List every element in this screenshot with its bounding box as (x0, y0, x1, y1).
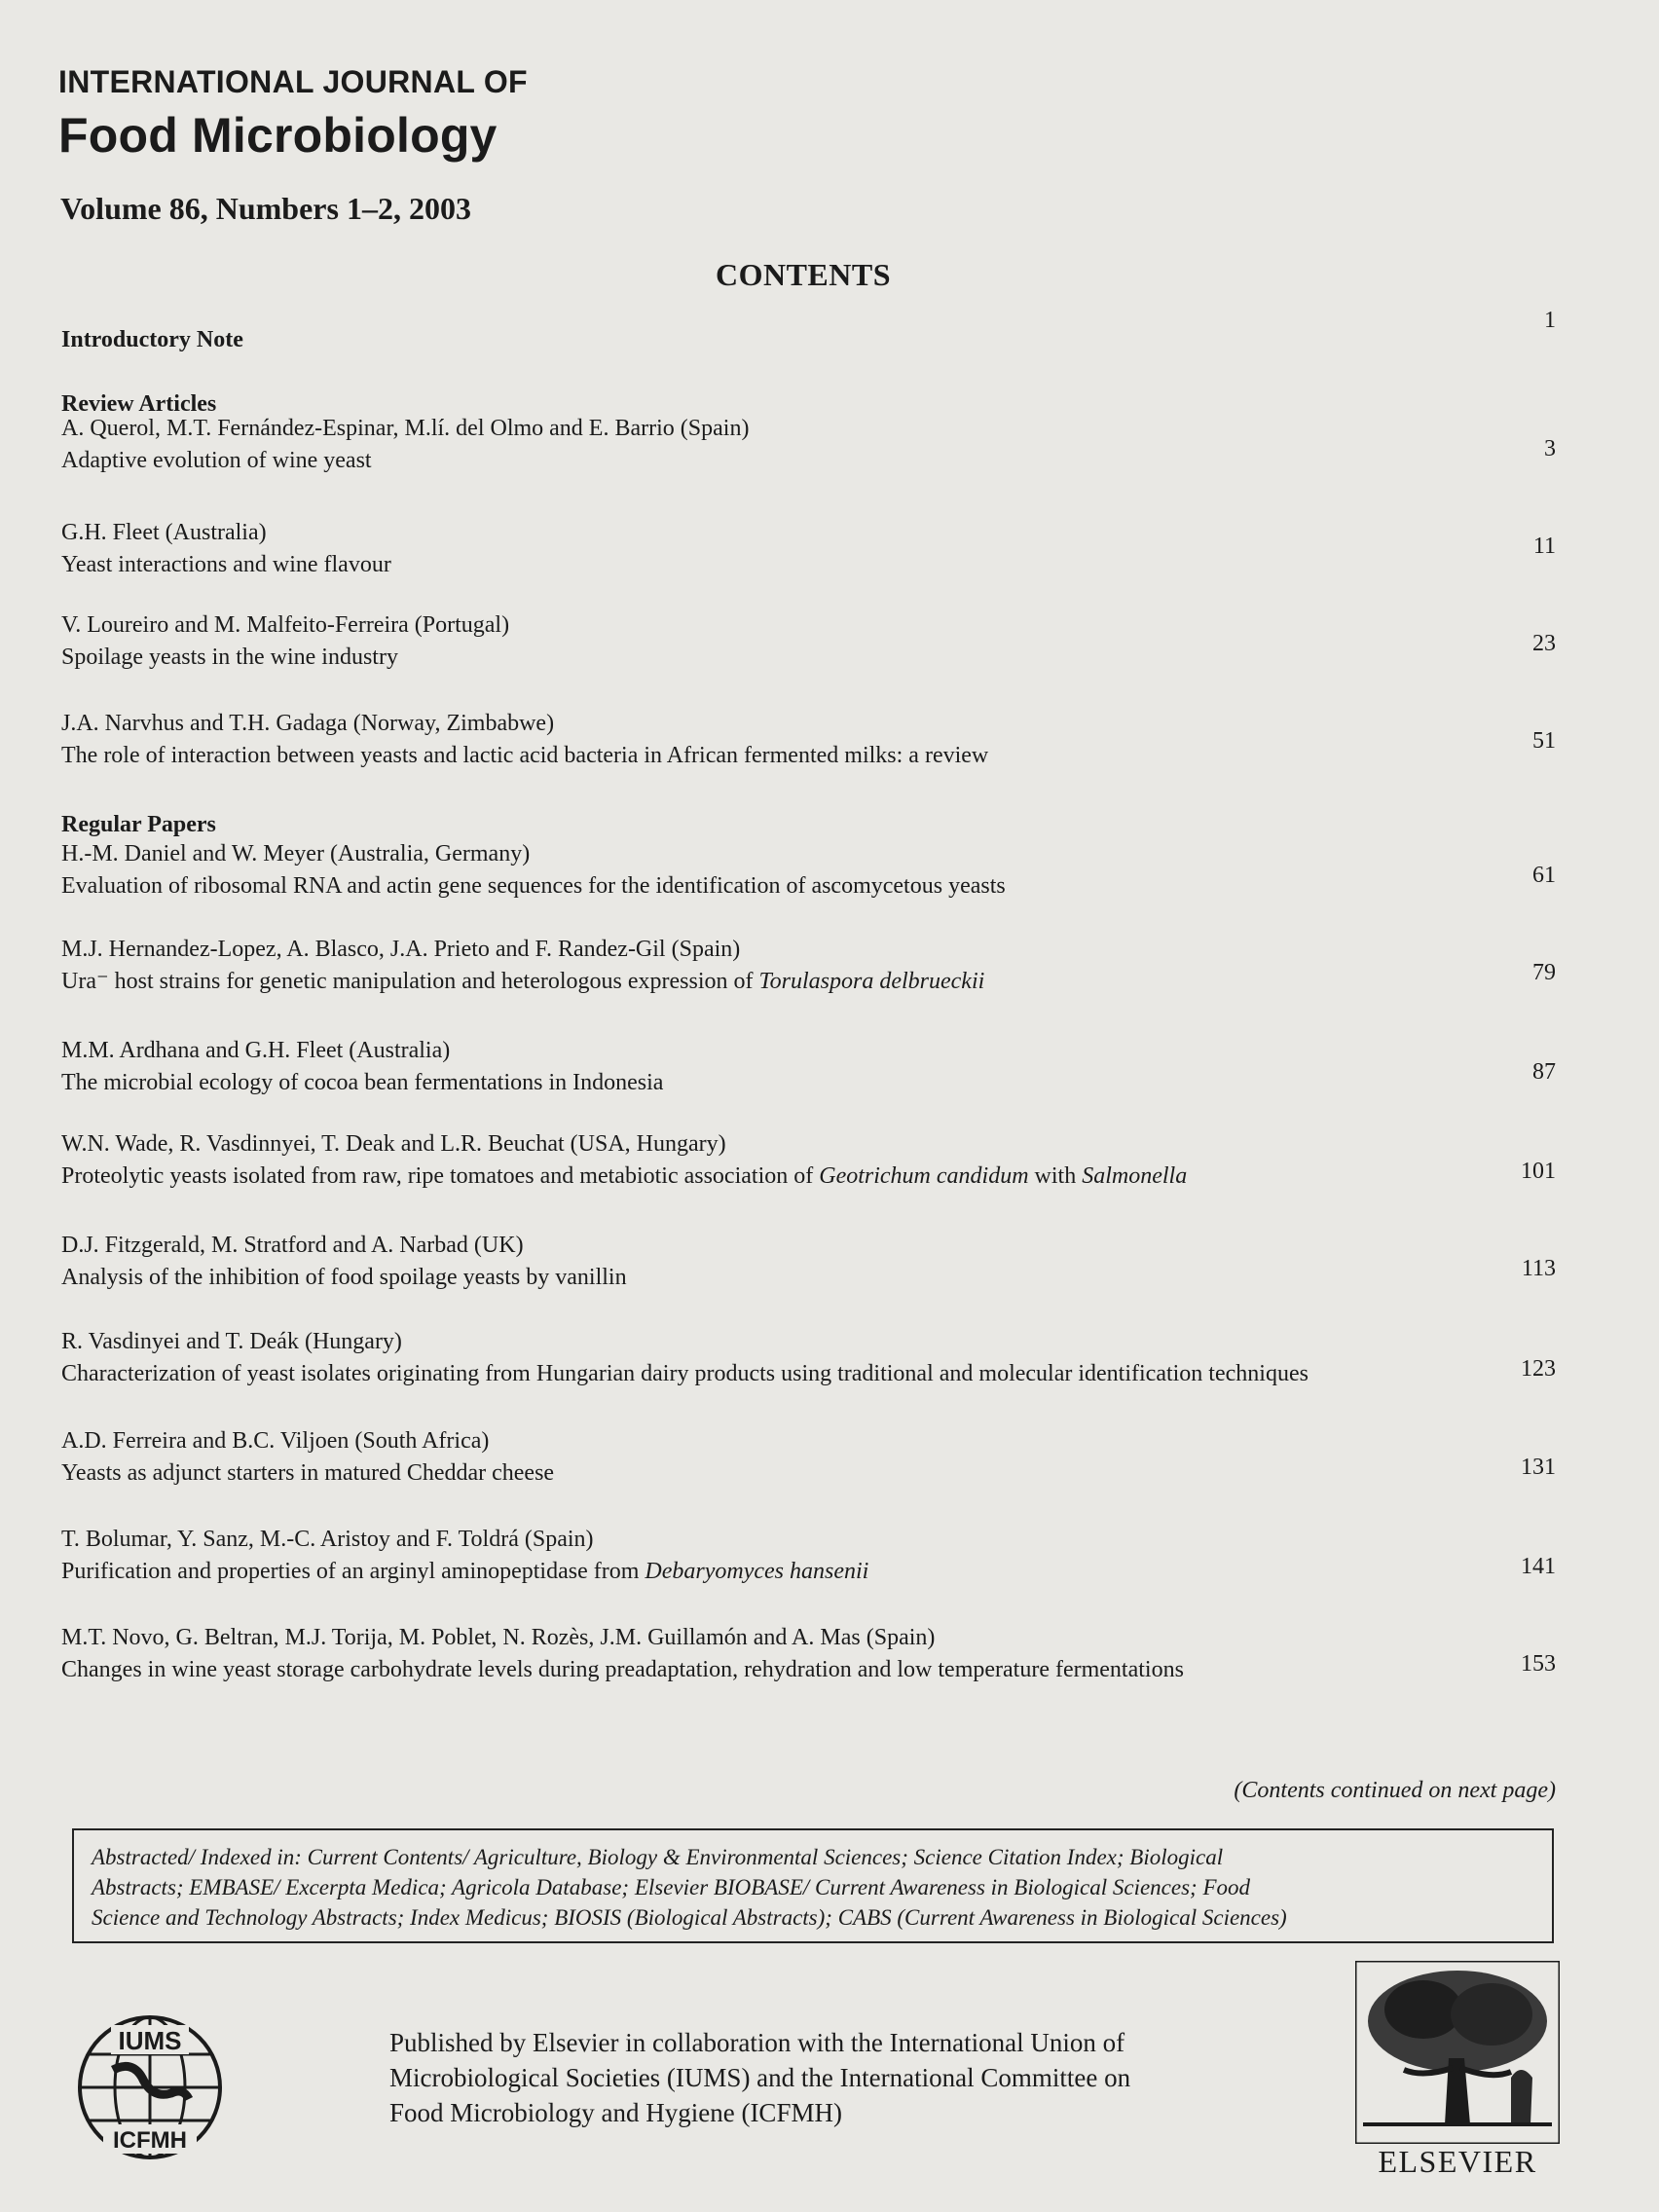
entry-title-species: Geotrichum candidum (819, 1163, 1029, 1189)
entry-page: 101 (1521, 1159, 1556, 1184)
toc-entry (61, 1425, 1559, 1490)
toc-entry (61, 413, 1559, 477)
publisher-line: Microbiological Societies (IUMS) and the International Committee on (389, 2063, 1131, 2092)
elsevier-tree-logo (1355, 1961, 1560, 2144)
entry-title: Yeasts as adjunct starters in matured Cheddar cheese (61, 1460, 555, 1486)
entry-title: Yeast interactions and wine flavour (61, 552, 391, 577)
entry-page: 123 (1521, 1356, 1556, 1382)
journal-title-line1: INTERNATIONAL JOURNAL OF (58, 64, 528, 99)
toc-entry (61, 1326, 1559, 1390)
entry-page: 3 (1544, 436, 1556, 461)
abstracted-line: Abstracted/ Indexed in: Current Contents/ Agriculture, Biology & Environmental Sciences; Science Citation Index; Biological (92, 1845, 1224, 1869)
entry-authors: G.H. Fleet (Australia) (61, 520, 267, 545)
entry-authors: D.J. Fitzgerald, M. Stratford and A. Narbad (UK) (61, 1233, 524, 1258)
entry-authors: M.J. Hernandez-Lopez, A. Blasco, J.A. Prieto and F. Randez-Gil (Spain) (61, 937, 741, 962)
regular-papers-heading: Regular Papers (61, 812, 216, 837)
toc-entry (61, 1128, 1559, 1193)
contents-heading: CONTENTS (715, 257, 892, 292)
entry-title-species: Torulaspora delbrueckii (758, 969, 985, 994)
review-articles-heading: Review Articles (61, 391, 217, 417)
toc-entry (61, 1230, 1559, 1294)
iums-icfmh-logo (74, 2011, 226, 2163)
volume-info: Volume 86, Numbers 1–2, 2003 (60, 191, 471, 226)
entry-authors: H.-M. Daniel and W. Meyer (Australia, Germany) (61, 841, 531, 866)
journal-title-line2: Food Microbiology (58, 108, 498, 163)
entry-page: 113 (1521, 1256, 1556, 1281)
entry-authors: M.M. Ardhana and G.H. Fleet (Australia) (61, 1038, 451, 1063)
entry-authors: M.T. Novo, G. Beltran, M.J. Torija, M. Poblet, N. Rozès, J.M. Guillamón and A. Mas (Spain) (61, 1625, 936, 1650)
abstracted-line: Abstracts; EMBASE/ Excerpta Medica; Agricola Database; Elsevier BIOBASE/ Current Awareness in Biological Sciences; Food (92, 1875, 1250, 1899)
toc-entry (61, 838, 1559, 903)
intro-note-label: Introductory Note (61, 327, 243, 352)
abstracted-indexed-box (72, 1828, 1554, 1943)
entry-page: 23 (1532, 631, 1556, 656)
toc-entry (61, 1524, 1559, 1588)
intro-note-page: 1 (1544, 308, 1556, 333)
toc-entry (61, 708, 1559, 772)
toc-entry (61, 1622, 1559, 1686)
entry-page: 153 (1521, 1651, 1556, 1677)
entry-title: Adaptive evolution of wine yeast (61, 448, 372, 473)
entry-title-connector: with (1028, 1163, 1083, 1189)
entry-page: 51 (1532, 728, 1556, 754)
entry-title: Evaluation of ribosomal RNA and actin gene sequences for the identification of ascomycetous yeasts (61, 873, 1006, 899)
contents-continued-note: (Contents continued on next page) (1234, 1778, 1556, 1803)
entry-title: Changes in wine yeast storage carbohydrate levels during preadaptation, rehydration and low temperature fermentations (61, 1657, 1184, 1682)
entry-authors: A.D. Ferreira and B.C. Viljoen (South Africa) (61, 1428, 490, 1454)
entry-title-species: Debaryomyces hansenii (645, 1559, 869, 1584)
entry-title: Purification and properties of an arginyl aminopeptidase from (61, 1559, 645, 1584)
publisher-line: Published by Elsevier in collaboration with the International Union of (389, 2028, 1125, 2057)
entry-page: 79 (1532, 960, 1556, 985)
entry-authors: R. Vasdinyei and T. Deák (Hungary) (61, 1329, 402, 1354)
entry-page: 131 (1521, 1455, 1556, 1480)
entry-title: Ura⁻ host strains for genetic manipulation and heterologous expression of (61, 969, 759, 994)
entry-title: The role of interaction between yeasts and lactic acid bacteria in African fermented milks: a review (61, 743, 989, 768)
entry-title-species-2: Salmonella (1082, 1163, 1188, 1189)
entry-authors: V. Loureiro and M. Malfeito-Ferreira (Portugal) (61, 612, 510, 638)
entry-authors: A. Querol, M.T. Fernández-Espinar, M.lí. del Olmo and E. Barrio (Spain) (61, 416, 750, 441)
entry-page: 61 (1532, 863, 1556, 888)
toc-entry (61, 1035, 1559, 1099)
publisher-statement (389, 2025, 1266, 2130)
icfmh-text: ICFMH (113, 2127, 187, 2154)
entry-title: Characterization of yeast isolates originating from Hungarian dairy products using traditional and molecular identification techniques (61, 1361, 1309, 1386)
toc-entry (61, 517, 1559, 581)
entry-authors: T. Bolumar, Y. Sanz, M.-C. Aristoy and F. Toldrá (Spain) (61, 1527, 594, 1552)
elsevier-wordmark: ELSEVIER (1378, 2144, 1537, 2179)
entry-page: 87 (1532, 1059, 1556, 1085)
abstracted-line: Science and Technology Abstracts; Index Medicus; BIOSIS (Biological Abstracts); CABS (Current Awareness in Biological Sciences) (92, 1905, 1287, 1930)
entry-authors: J.A. Narvhus and T.H. Gadaga (Norway, Zimbabwe) (61, 711, 555, 736)
entry-title: Analysis of the inhibition of food spoilage yeasts by vanillin (61, 1265, 627, 1290)
publisher-line: Food Microbiology and Hygiene (ICFMH) (389, 2098, 842, 2127)
entry-authors: W.N. Wade, R. Vasdinnyei, T. Deak and L.R. Beuchat (USA, Hungary) (61, 1131, 726, 1157)
entry-page: 11 (1532, 534, 1556, 559)
entry-title: The microbial ecology of cocoa bean fermentations in Indonesia (61, 1070, 664, 1095)
toc-entry (61, 934, 1559, 998)
entry-title: Proteolytic yeasts isolated from raw, ripe tomatoes and metabiotic association of (61, 1163, 820, 1189)
toc-entry (61, 609, 1559, 674)
entry-page: 141 (1521, 1554, 1556, 1579)
entry-title: Spoilage yeasts in the wine industry (61, 645, 398, 670)
iums-text: IUMS (118, 2026, 182, 2055)
